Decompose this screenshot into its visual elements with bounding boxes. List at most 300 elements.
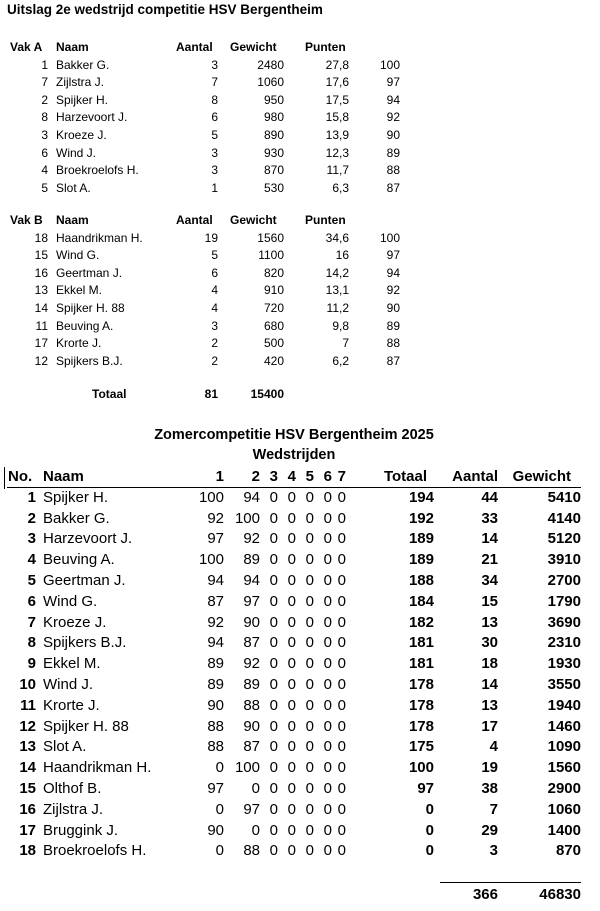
wedstrijd-2-cell: 88 — [243, 842, 260, 860]
aantal-cell: 13 — [481, 696, 498, 714]
punten-cell: 6,3 — [332, 180, 349, 195]
zomer-subtitle: Wedstrijden — [252, 447, 336, 463]
naam-cell: Haandrikman H. — [43, 759, 152, 777]
aantal-cell: 17 — [481, 717, 498, 735]
aantal-cell: 3 — [211, 57, 218, 72]
wedstrijd-6-header: 6 — [323, 468, 332, 485]
totaal-cell: 0 — [425, 821, 434, 839]
gewicht-cell: 910 — [263, 283, 284, 298]
wedstrijd-7-cell: 0 — [337, 800, 346, 818]
aantal-cell: 33 — [481, 509, 498, 527]
wedstrijd-1-cell: 100 — [198, 551, 224, 569]
naam-cell: Beuving A. — [43, 551, 115, 569]
wedstrijd-6-cell: 0 — [323, 676, 332, 693]
vak-cell: 13 — [34, 283, 48, 298]
wedstrijd-7-cell: 0 — [337, 634, 346, 652]
aantal-cell: 29 — [481, 821, 498, 839]
wedstrijd-5-cell: 0 — [305, 530, 314, 548]
gewicht-cell: 2700 — [547, 572, 581, 589]
naam-header: Naam — [43, 468, 84, 485]
score-cell: 92 — [386, 283, 400, 298]
aantal-cell: 3 — [489, 842, 498, 860]
aantal-cell: 8 — [211, 92, 218, 107]
aantal-header: Aantal — [176, 213, 213, 227]
aantal-cell: 44 — [481, 488, 498, 506]
totaal-cell: 0 — [425, 800, 434, 818]
wedstrijd-4-cell: 0 — [287, 509, 296, 527]
naam-cell: Spijkers B.J. — [43, 634, 127, 652]
punten-cell: 15,8 — [325, 110, 349, 125]
wedstrijd-3-cell: 0 — [269, 551, 278, 569]
score-cell: 88 — [386, 336, 400, 351]
naam-cell: Zijlstra J. — [43, 800, 103, 818]
wedstrijd-7-cell: 0 — [337, 738, 346, 756]
score-cell: 90 — [386, 301, 400, 315]
wedstrijd-2-cell: 87 — [243, 634, 260, 652]
wedstrijd-3-cell: 0 — [269, 717, 278, 735]
totaal-cell: 181 — [408, 634, 434, 652]
rank-cell: 10 — [19, 676, 36, 693]
vak-cell: 6 — [41, 145, 48, 160]
wedstrijd-5-cell: 0 — [305, 551, 314, 569]
score-cell: 87 — [386, 180, 400, 195]
wedstrijd-7-cell: 0 — [337, 780, 346, 797]
gewicht-cell: 890 — [263, 128, 284, 142]
wedstrijd-2-cell: 0 — [251, 780, 260, 797]
wedstrijd-1-cell: 87 — [207, 592, 224, 610]
vak-cell: 1 — [41, 57, 48, 72]
totaal-cell: 97 — [417, 780, 434, 797]
gewicht-cell: 870 — [555, 842, 581, 860]
wedstrijd-1-cell: 92 — [207, 613, 224, 631]
vak-cell: 5 — [41, 180, 48, 195]
wedstrijd-2-cell: 89 — [243, 676, 260, 693]
wedstrijd-4-cell: 0 — [287, 551, 296, 569]
rank-cell: 13 — [19, 738, 36, 756]
wedstrijd-5-cell: 0 — [305, 488, 314, 506]
naam-cell: Harzevoort J. — [43, 530, 133, 548]
naam-cell: Kroeze J. — [56, 128, 107, 142]
wedstrijd-5-cell: 0 — [305, 696, 314, 714]
punten-cell: 12,3 — [325, 145, 349, 160]
wedstrijd-5-cell: 0 — [305, 717, 314, 735]
rank-cell: 11 — [20, 696, 36, 714]
vak-cell: 17 — [34, 336, 48, 351]
aantal-cell: 15 — [481, 592, 498, 610]
wedstrijd-3-header: 3 — [269, 468, 278, 485]
vak-header: Vak A — [10, 40, 43, 54]
punten-cell: 16 — [335, 248, 349, 263]
vak-header: Vak B — [10, 213, 43, 227]
naam-cell: Zijlstra J. — [56, 75, 104, 90]
totaal-cell: 0 — [425, 842, 434, 860]
vak-cell: 8 — [41, 110, 48, 125]
wedstrijd-5-cell: 0 — [305, 738, 314, 756]
wedstrijd-6-cell: 0 — [323, 488, 332, 506]
gewicht-cell: 870 — [263, 163, 284, 178]
wedstrijd-7-cell: 0 — [337, 551, 346, 569]
wedstrijd-4-cell: 0 — [287, 780, 296, 797]
wedstrijd-3-cell: 0 — [269, 592, 278, 610]
aantal-cell: 38 — [481, 780, 498, 797]
gewicht-cell: 530 — [263, 180, 284, 195]
aantal-cell: 6 — [211, 110, 218, 125]
wedstrijd-6-cell: 0 — [323, 551, 332, 569]
naam-cell: Krorte J. — [43, 696, 100, 714]
wedstrijd-4-cell: 0 — [287, 530, 296, 548]
header-left-border — [4, 467, 5, 489]
wedstrijd-4-cell: 0 — [287, 842, 296, 860]
wedstrijd-7-cell: 0 — [337, 530, 346, 548]
wedstrijd-4-cell: 0 — [287, 634, 296, 652]
vak-cell: 15 — [34, 248, 48, 263]
wedstrijd-1-cell: 94 — [207, 572, 224, 589]
wedstrijd-7-cell: 0 — [337, 655, 346, 673]
wedstrijd-3-cell: 0 — [269, 655, 278, 673]
totaal-cell: 100 — [408, 759, 434, 777]
wedstrijd-5-cell: 0 — [305, 655, 314, 673]
wedstrijd-1-cell: 0 — [215, 842, 224, 860]
wedstrijd-3-cell: 0 — [269, 613, 278, 631]
totaal-cell: 188 — [408, 572, 434, 589]
vak-cell: 3 — [41, 128, 48, 142]
naam-cell: Haandrikman H. — [56, 230, 143, 245]
rank-cell: 17 — [19, 821, 36, 839]
vak-cell: 7 — [41, 75, 48, 90]
punten-header: Punten — [305, 213, 346, 227]
wedstrijd-2-cell: 0 — [251, 821, 260, 839]
naam-cell: Spijker H. — [43, 488, 109, 506]
wedstrijd-1-cell: 0 — [215, 759, 224, 777]
score-cell: 92 — [386, 110, 400, 125]
punten-cell: 9,8 — [332, 318, 349, 333]
score-cell: 87 — [386, 353, 400, 368]
wedstrijd-5-cell: 0 — [305, 800, 314, 818]
wedstrijd-1-cell: 97 — [207, 530, 224, 548]
gewicht-cell: 2900 — [547, 780, 581, 797]
wedstrijd-3-cell: 0 — [269, 634, 278, 652]
gewicht-cell: 1090 — [547, 738, 581, 756]
wedstrijd-2-cell: 87 — [243, 738, 260, 756]
wedstrijd-7-cell: 0 — [337, 759, 346, 777]
gewicht-cell: 1100 — [258, 248, 284, 263]
aantal-cell: 34 — [481, 572, 498, 589]
rank-cell: 1 — [27, 488, 36, 506]
gewicht-cell: 930 — [263, 145, 284, 160]
wedstrijd-3-cell: 0 — [269, 488, 278, 506]
wedstrijd-3-cell: 0 — [269, 821, 278, 839]
aantal-cell: 14 — [481, 676, 498, 693]
totaal-cell: 178 — [408, 676, 434, 693]
vak-cell: 11 — [35, 318, 48, 333]
wedstrijd-7-cell: 0 — [337, 488, 346, 506]
wedstrijd-6-cell: 0 — [323, 530, 332, 548]
wedstrijd-6-cell: 0 — [323, 717, 332, 735]
gewicht-cell: 820 — [263, 265, 284, 280]
wedstrijd-7-cell: 0 — [337, 696, 346, 714]
punten-cell: 13,1 — [325, 283, 349, 298]
wedstrijd-1-cell: 89 — [207, 655, 224, 673]
sum-line — [440, 882, 581, 883]
gewicht-cell: 1060 — [547, 800, 581, 818]
wedstrijd-6-cell: 0 — [323, 613, 332, 631]
rank-cell: 16 — [19, 800, 36, 818]
score-cell: 97 — [386, 75, 400, 90]
gewicht-cell: 950 — [263, 92, 284, 107]
wedstrijd-4-header: 4 — [287, 468, 296, 485]
aantal-cell: 4 — [211, 301, 218, 315]
gewicht-cell: 1460 — [547, 717, 581, 735]
wedstrijd-4-cell: 0 — [287, 800, 296, 818]
score-cell: 100 — [379, 230, 400, 245]
wedstrijd-1-cell: 88 — [207, 738, 224, 756]
naam-cell: Slot A. — [43, 738, 87, 756]
wedstrijd-2-cell: 89 — [243, 551, 260, 569]
naam-cell: Broekroelofs H. — [43, 842, 147, 860]
naam-cell: Spijkers B.J. — [56, 353, 123, 368]
naam-cell: Wind J. — [56, 145, 97, 160]
wedstrijd-6-cell: 0 — [323, 572, 332, 589]
aantal-cell: 2 — [211, 336, 218, 351]
rank-cell: 3 — [27, 530, 36, 548]
score-cell: 89 — [386, 145, 400, 160]
totaal-cell: 178 — [408, 717, 434, 735]
punten-cell: 17,5 — [325, 92, 349, 107]
wedstrijd-3-cell: 0 — [269, 800, 278, 818]
totaal-label: Totaal — [92, 387, 127, 401]
wedstrijd-1-cell: 0 — [215, 800, 224, 818]
punten-cell: 11,2 — [326, 301, 349, 315]
gewicht-cell: 1940 — [547, 696, 581, 714]
score-cell: 100 — [379, 57, 400, 72]
rank-cell: 9 — [27, 655, 36, 673]
aantal-cell: 19 — [204, 230, 218, 245]
wedstrijd-5-cell: 0 — [305, 613, 314, 631]
punten-cell: 27,8 — [325, 57, 349, 72]
wedstrijd-6-cell: 0 — [323, 780, 332, 797]
wedstrijd-5-cell: 0 — [305, 780, 314, 797]
wedstrijd-1-cell: 97 — [207, 780, 224, 797]
wedstrijd-7-cell: 0 — [337, 572, 346, 589]
naam-cell: Spijker H. 88 — [43, 717, 129, 735]
aantal-header: Aantal — [176, 40, 213, 54]
wedstrijd-2-cell: 94 — [243, 488, 260, 506]
gewicht-cell: 4140 — [547, 509, 581, 527]
naam-cell: Krorte J. — [56, 336, 102, 351]
gewicht-cell: 2310 — [547, 634, 581, 652]
zomer-title: Zomercompetitie HSV Bergentheim 2025 — [154, 427, 434, 443]
wedstrijd-5-cell: 0 — [305, 572, 314, 589]
gewicht-header: Gewicht — [512, 468, 571, 485]
totaal-cell: 175 — [408, 738, 434, 756]
aantal-cell: 30 — [481, 634, 498, 652]
rank-cell: 5 — [27, 572, 36, 589]
wedstrijd-3-cell: 0 — [269, 780, 278, 797]
gewicht-cell: 1060 — [257, 75, 284, 90]
aantal-cell: 19 — [481, 759, 498, 777]
wedstrijd-3-cell: 0 — [269, 696, 278, 714]
wedstrijd-6-cell: 0 — [323, 842, 332, 860]
wedstrijd-5-cell: 0 — [305, 676, 314, 693]
punten-cell: 6,2 — [332, 353, 349, 368]
naam-cell: Spijker H. — [56, 92, 109, 107]
naam-cell: Wind G. — [56, 248, 100, 263]
punten-cell: 13,9 — [325, 128, 349, 142]
wedstrijd-5-cell: 0 — [305, 592, 314, 610]
aantal-cell: 3 — [211, 145, 218, 160]
wedstrijd-4-cell: 0 — [287, 821, 296, 839]
wedstrijd-4-cell: 0 — [287, 613, 296, 631]
naam-cell: Kroeze J. — [43, 613, 107, 631]
aantal-header: Aantal — [452, 468, 498, 485]
naam-cell: Bakker G. — [43, 509, 110, 527]
totaal-cell: 189 — [408, 530, 434, 548]
rank-cell: 8 — [27, 634, 36, 652]
wedstrijd-3-cell: 0 — [269, 676, 278, 693]
naam-cell: Beuving A. — [56, 318, 114, 333]
wedstrijd-1-cell: 94 — [207, 634, 224, 652]
sum-gewicht: 46830 — [539, 886, 581, 903]
wedstrijd-4-cell: 0 — [287, 717, 296, 735]
naam-cell: Wind J. — [43, 676, 94, 693]
wedstrijd-2-cell: 88 — [243, 696, 260, 714]
wedstrijd-5-cell: 0 — [305, 509, 314, 527]
aantal-cell: 2 — [211, 353, 218, 368]
naam-cell: Ekkel M. — [56, 283, 103, 298]
wedstrijd-6-cell: 0 — [323, 509, 332, 527]
aantal-cell: 5 — [211, 128, 218, 142]
totaal-header: Totaal — [383, 468, 427, 485]
naam-cell: Broekroelofs H. — [56, 163, 139, 178]
wedstrijd-4-cell: 0 — [287, 696, 296, 714]
score-cell: 94 — [386, 265, 400, 280]
wedstrijd-4-cell: 0 — [287, 592, 296, 610]
wedstrijd-4-cell: 0 — [287, 738, 296, 756]
aantal-cell: 21 — [481, 551, 498, 569]
gewicht-cell: 1560 — [547, 759, 581, 777]
wedstrijd-1-cell: 90 — [207, 821, 224, 839]
wedstrijd-2-cell: 92 — [243, 530, 260, 548]
gewicht-cell: 1560 — [257, 230, 284, 245]
totaal-cell: 178 — [408, 696, 434, 714]
naam-cell: Slot A. — [56, 180, 91, 195]
wedstrijd-5-cell: 0 — [305, 759, 314, 777]
aantal-cell: 7 — [489, 800, 498, 818]
gewicht-cell: 680 — [263, 318, 284, 333]
score-cell: 94 — [386, 92, 400, 107]
wedstrijd-7-cell: 0 — [337, 509, 346, 527]
vak-cell: 18 — [34, 230, 48, 245]
totaal-cell: 181 — [408, 655, 434, 673]
gewicht-cell: 5120 — [547, 530, 581, 548]
wedstrijd-7-cell: 0 — [337, 821, 346, 839]
wedstrijd-3-cell: 0 — [269, 530, 278, 548]
wedstrijd-6-cell: 0 — [323, 592, 332, 610]
wedstrijd-6-cell: 0 — [323, 696, 332, 714]
gewicht-cell: 2480 — [257, 57, 284, 72]
punten-cell: 14,2 — [325, 265, 349, 280]
score-cell: 90 — [386, 128, 400, 142]
rank-cell: 6 — [27, 592, 36, 610]
punten-header: Punten — [305, 40, 346, 54]
gewicht-cell: 1930 — [547, 655, 581, 673]
wedstrijd-7-header: 7 — [337, 468, 346, 485]
gewicht-cell: 720 — [263, 301, 284, 315]
wedstrijd-3-cell: 0 — [269, 738, 278, 756]
naam-header: Naam — [56, 40, 89, 54]
wedstrijd-2-cell: 90 — [243, 613, 260, 631]
wedstrijd-6-cell: 0 — [323, 759, 332, 777]
vak-cell: 12 — [34, 353, 48, 368]
wedstrijd-2-cell: 100 — [234, 509, 260, 527]
wedstrijd-7-cell: 0 — [337, 717, 346, 735]
totaal-cell: 182 — [408, 613, 434, 631]
gewicht-cell: 3690 — [547, 613, 581, 631]
naam-cell: Wind G. — [43, 592, 98, 610]
wedstrijd-5-cell: 0 — [305, 821, 314, 839]
wedstrijd-7-cell: 0 — [337, 842, 346, 860]
wedstrijd-2-cell: 92 — [243, 655, 260, 673]
aantal-cell: 14 — [481, 530, 498, 548]
wedstrijd-6-cell: 0 — [323, 738, 332, 756]
wedstrijd-4-cell: 0 — [287, 655, 296, 673]
rank-cell: 12 — [19, 717, 36, 735]
gewicht-cell: 500 — [263, 336, 284, 351]
wedstrijd-3-cell: 0 — [269, 842, 278, 860]
totaal-cell: 192 — [408, 509, 434, 527]
aantal-cell: 6 — [211, 265, 218, 280]
sum-aantal: 366 — [472, 886, 498, 903]
aantal-cell: 4 — [211, 283, 218, 298]
wedstrijd-7-cell: 0 — [337, 676, 346, 693]
wedstrijd-2-cell: 97 — [243, 592, 260, 610]
naam-cell: Bakker G. — [56, 57, 110, 72]
punten-cell: 34,6 — [325, 230, 349, 245]
totaal-aantal: 81 — [204, 387, 218, 401]
rank-cell: 18 — [19, 842, 36, 860]
naam-cell: Bruggink J. — [43, 821, 119, 839]
wedstrijd-4-cell: 0 — [287, 488, 296, 506]
wedstrijd-1-cell: 92 — [207, 509, 224, 527]
aantal-cell: 18 — [481, 655, 498, 673]
rank-cell: 15 — [19, 780, 36, 797]
no-header: No. — [8, 468, 33, 485]
rank-cell: 7 — [27, 613, 36, 631]
totaal-cell: 184 — [408, 592, 434, 610]
naam-cell: Spijker H. 88 — [56, 301, 125, 315]
vak-cell: 14 — [34, 301, 48, 315]
wedstrijd-1-cell: 88 — [207, 717, 224, 735]
aantal-cell: 5 — [211, 248, 218, 263]
wedstrijd-2-cell: 100 — [234, 759, 260, 777]
wedstrijd-5-header: 5 — [305, 468, 314, 485]
wedstrijd-6-cell: 0 — [323, 800, 332, 818]
vak-cell: 4 — [41, 163, 48, 178]
wedstrijd-6-cell: 0 — [323, 655, 332, 673]
aantal-cell: 13 — [481, 613, 498, 631]
punten-cell: 11,7 — [326, 163, 349, 178]
aantal-cell: 7 — [211, 75, 218, 90]
wedstrijd-7-cell: 0 — [337, 613, 346, 631]
aantal-cell: 3 — [211, 163, 218, 178]
wedstrijd-5-cell: 0 — [305, 634, 314, 652]
wedstrijd-6-cell: 0 — [323, 634, 332, 652]
wedstrijd-2-cell: 94 — [243, 572, 260, 589]
wedstrijd-2-header: 2 — [251, 468, 260, 485]
gewicht-cell: 1790 — [547, 592, 581, 610]
wedstrijd-3-cell: 0 — [269, 509, 278, 527]
score-cell: 88 — [386, 163, 400, 178]
